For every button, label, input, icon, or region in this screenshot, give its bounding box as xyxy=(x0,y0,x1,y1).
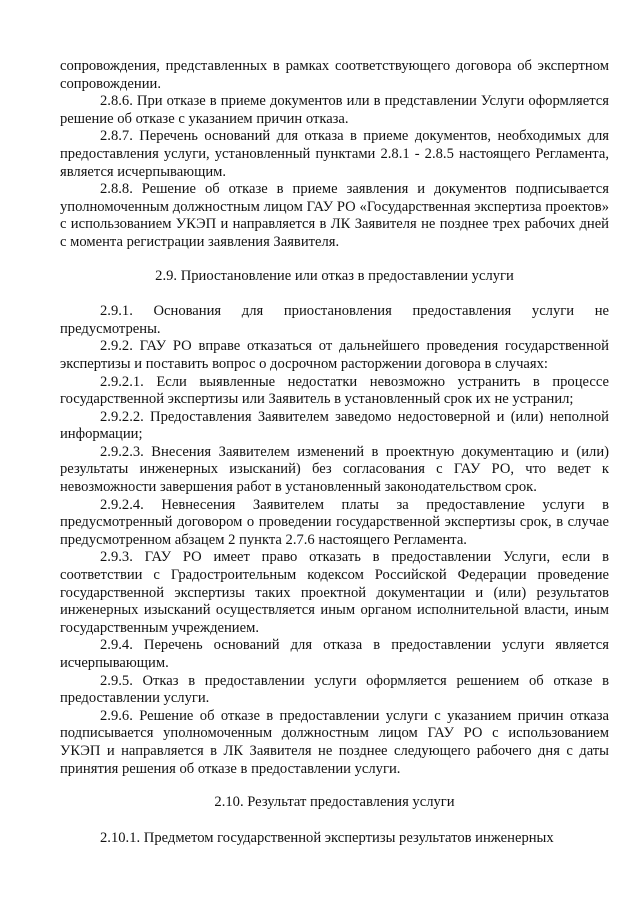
paragraph-2-9-1: 2.9.1. Основания для приостановления предоставления услуги не предусмотрены. xyxy=(60,303,609,337)
section-heading-2-10: 2.10. Результат предоставления услуги xyxy=(214,794,455,811)
spacer xyxy=(60,778,609,794)
paragraph-2-9-4: 2.9.4. Перечень оснований для отказа в предоставлении услуги является исчерпывающим. xyxy=(60,637,609,671)
paragraph-2-9-2-1: 2.9.2.1. Если выявленные недостатки невозможно устранить в процессе государственной экспертизы или Заявитель в установленный срок их не устранил; xyxy=(60,373,609,408)
spacer xyxy=(60,812,609,830)
spacer xyxy=(60,285,609,303)
spacer xyxy=(60,252,609,268)
paragraph-2-8-8: 2.8.8. Решение об отказе в приеме заявления и документов подписывается уполномоченным должностным лицом ГАУ РО «Государственная экспертиза проектов» с использованием УКЭП и направляется в ЛК Заявителя не позднее трех рабочих дней с момента регистрации заявления Заявителя. xyxy=(60,181,609,250)
paragraph-2-8-7: 2.8.7. Перечень оснований для отказа в приеме документов, необходимых для предоставления услуги, установленный пунктами 2.8.1 - 2.8.5 настоящего Регламента, является исчерпывающим. xyxy=(60,128,609,180)
paragraph-2-8-6: 2.8.6. При отказе в приеме документов или в представлении Услуги оформляется решение об отказе с указанием причин отказа. xyxy=(60,93,609,127)
paragraph-2-9-2: 2.9.2. ГАУ РО вправе отказаться от дальнейшего проведения государственной экспертизы и поставить вопрос о досрочном расторжении договора в случаях: xyxy=(60,338,609,372)
paragraph-2-10-1: 2.10.1. Предметом государственной экспертизы результатов инженерных xyxy=(100,829,554,846)
paragraph-2-9-3: 2.9.3. ГАУ РО имеет право отказать в предоставлении Услуги, если в соответствии с Градостроительным кодексом Российской Федерации проведение государственной экспертизы таких проектной документации и (или) результатов инженерных изысканий осуществляется иным органом исполнительной власти, иным государственным учреждением. xyxy=(60,549,609,636)
section-heading-2-9: 2.9. Приостановление или отказ в предоставлении услуги xyxy=(155,267,514,284)
paragraph-continuation: сопровождения, представленных в рамках соответствующего договора об экспертном сопровождении. xyxy=(60,58,609,92)
paragraph-2-9-2-2: 2.9.2.2. Предоставления Заявителем заведомо недостоверной и (или) неполной информации; xyxy=(60,408,609,443)
document-page xyxy=(60,58,609,847)
paragraph-2-9-5: 2.9.5. Отказ в предоставлении услуги оформляется решением об отказе в предоставлении услуги. xyxy=(60,672,609,707)
paragraph-2-9-6: 2.9.6. Решение об отказе в предоставлении услуги с указанием причин отказа подписывается уполномоченным должностным лицом ГАУ РО с использованием УКЭП и направляется в ЛК Заявителя не позднее следующего рабочего дня с даты принятия решения об отказе в предоставлении услуги. xyxy=(60,707,609,777)
paragraph-2-9-2-3: 2.9.2.3. Внесения Заявителем изменений в проектную документацию и (или) результаты инженерных изысканий) без согласования с ГАУ РО, что ведет к невозможности завершения работ в установленный законодательством срок. xyxy=(60,443,609,496)
paragraph-2-9-2-4: 2.9.2.4. Невнесения Заявителем платы за предоставление услуги в предусмотренный договором о проведении государственной экспертизы срок, в случае предусмотренном абзацем 2 пункта 2.7.6 настоящего Регламента. xyxy=(60,496,609,548)
